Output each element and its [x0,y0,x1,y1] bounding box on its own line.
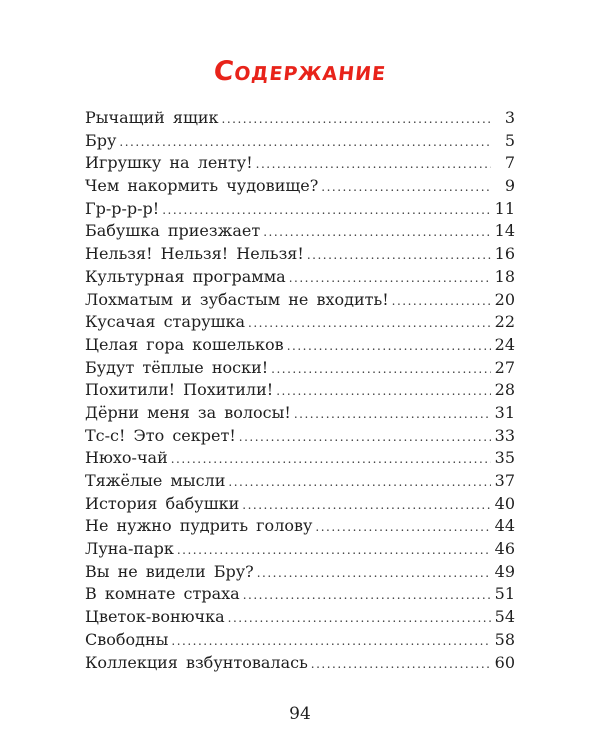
dot-leader [177,539,491,562]
toc-entry [85,470,515,493]
toc-entry [85,515,515,538]
toc-entry [85,538,515,561]
toc-entry-title: Похитили! Похитили! [85,380,274,400]
dot-leader [248,312,491,335]
toc-entry-page: 20 [494,289,515,309]
toc-entry-page: 18 [494,266,515,286]
toc-entry [85,220,515,243]
toc-entry [85,402,515,425]
toc-entry-page: 46 [494,539,515,559]
toc-entry-page: 3 [504,108,515,127]
toc-entry-title: Свободны [85,629,169,649]
toc-entry [85,311,515,334]
toc-entry [85,152,515,175]
dot-leader [289,267,491,290]
dot-leader [228,607,491,630]
toc-entry-title: Целая гора кошельков [85,334,284,354]
dot-leader [239,426,491,449]
toc-entry-title: Рычащий ящик [85,108,219,127]
toc-entry-page: 35 [494,448,515,468]
toc-entry-page: 11 [494,198,515,218]
dot-leader [263,221,490,244]
dot-leader [171,448,491,471]
dot-leader [311,653,491,676]
toc-entry-title: Дёрни меня за волосы! [85,402,291,422]
toc-entry [85,107,515,130]
toc-entry [85,175,515,198]
table-of-contents [85,107,515,674]
toc-entry [85,425,515,448]
dot-leader [242,494,490,517]
toc-entry-title: Игрушку на ленту! [85,153,253,173]
toc-entry-title: Цветок-вонючка [85,607,225,627]
dot-leader [257,562,491,585]
toc-entry-title: История бабушки [85,493,240,513]
toc-entry-title: Кусачая старушка [85,312,246,332]
toc-entry [85,198,515,221]
toc-entry-title: Будут тёплые носки! [85,357,269,377]
toc-entry [85,583,515,606]
toc-entry-title: Бабушка приезжает [85,221,261,241]
dot-leader [294,403,491,426]
dot-leader [271,358,490,381]
dot-leader [287,335,491,358]
dot-leader [307,244,491,267]
toc-entry-title: Тяжёлые мысли [85,471,226,490]
toc-entry [85,334,515,357]
toc-entry [85,379,515,402]
toc-entry-title: Вы не видели Бру? [85,561,254,581]
toc-entry-page: 54 [494,607,515,627]
toc-entry-title: Культурная программа [85,266,286,286]
toc-entry-page: 14 [494,221,515,241]
toc-entry [85,493,515,516]
toc-entry-page: 49 [494,561,515,581]
toc-entry-title: Нюхо-чай [85,448,168,468]
toc-entry [85,130,515,153]
dot-leader [228,471,490,494]
toc-entry [85,606,515,629]
toc-entry-title: Не нужно пудрить голову [85,516,313,536]
toc-entry-page: 33 [494,425,515,445]
toc-entry-page: 5 [504,130,515,150]
toc-entry-title: Тс-с! Это секрет! [85,425,236,445]
page-number: 94 [289,704,311,724]
toc-entry-page: 44 [494,516,515,536]
toc-entry [85,357,515,380]
dot-leader [321,176,491,199]
toc-entry-title: Бру [85,130,117,150]
toc-entry-page: 51 [494,584,515,604]
toc-entry-page: 24 [494,334,515,354]
toc-entry [85,289,515,312]
dot-leader [162,199,490,222]
dot-leader [222,108,491,131]
toc-entry-title: Гр-р-р-р! [85,198,160,218]
toc-entry-page: 31 [494,402,515,422]
toc-entry-title: Коллекция взбунтовалась [85,652,308,672]
toc-entry-page: 60 [494,652,515,672]
dot-leader [315,516,490,539]
toc-entry-title: В комнате страха [85,584,240,604]
toc-entry [85,629,515,652]
toc-entry-title: Нельзя! Нельзя! Нельзя! [85,244,304,264]
toc-entry-page: 40 [494,493,515,513]
dot-leader [243,584,491,607]
dot-leader [119,131,491,154]
dot-leader [392,290,491,313]
toc-entry-page: 7 [504,153,515,173]
toc-entry [85,561,515,584]
toc-entry-title: Луна-парк [85,539,174,559]
dot-leader [276,380,490,403]
dot-leader [171,630,490,653]
toc-entry-title: Чем накормить чудовище? [85,176,319,196]
dot-leader [256,153,491,176]
toc-entry-page: 16 [494,244,515,264]
toc-entry-page: 9 [504,176,515,196]
toc-entry-page: 22 [494,312,515,332]
contents-heading: Содержание [212,56,388,87]
toc-entry-page: 37 [494,471,515,490]
toc-entry-page: 27 [494,357,515,377]
toc-entry [85,447,515,470]
toc-entry-page: 28 [494,380,515,400]
toc-entry [85,243,515,266]
toc-entry [85,266,515,289]
toc-entry-title: Лохматым и зубастым не входить! [85,289,389,309]
toc-entry-page: 58 [494,629,515,649]
toc-entry [85,652,515,675]
